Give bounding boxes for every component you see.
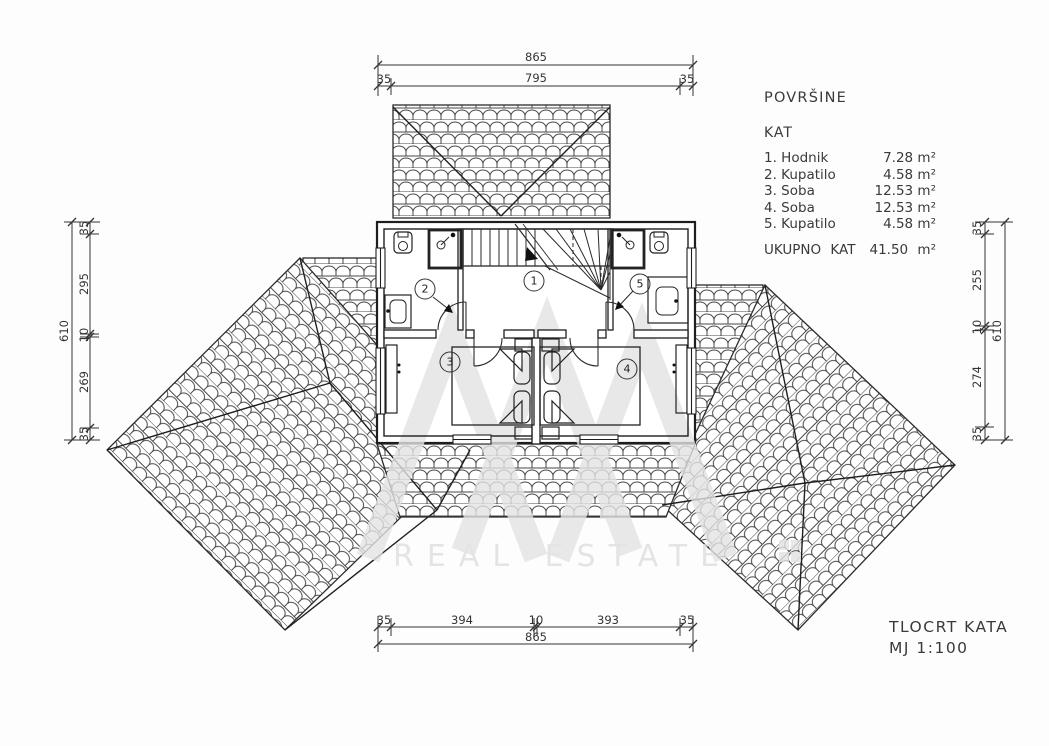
dim-right-seg-4: 274: [970, 366, 984, 388]
dim-left-seg-4: 269: [77, 371, 91, 393]
room-area: 12.53 m²: [874, 199, 936, 216]
dim-left-seg-3: 10: [77, 327, 91, 343]
dim-bottom-seg-4: 393: [597, 613, 619, 627]
dim-right-seg-5: 35: [970, 426, 984, 442]
legend-total-row: [764, 242, 936, 259]
areas-legend: [764, 90, 936, 258]
dim-bottom-seg-2: 394: [451, 613, 473, 627]
legend-row: [764, 167, 936, 184]
room-tag-kupatilo-2: 2: [415, 279, 436, 300]
total-area: 41.50 m²: [869, 241, 936, 258]
dim-bottom-seg-3: 10: [528, 613, 544, 627]
dim-left-seg-1: 35: [77, 220, 91, 236]
room-area: 4.58 m²: [883, 216, 936, 232]
title-block: [889, 618, 1008, 657]
dim-top-total: 865: [525, 50, 547, 64]
legend-floor-label: KAT: [764, 125, 793, 141]
dim-left-seg-5: 35: [77, 426, 91, 442]
dim-top-seg-1: 35: [376, 72, 392, 86]
room-name: 4. Soba: [764, 199, 815, 216]
dim-bottom-total: 865: [525, 630, 547, 644]
dim-bottom-seg-5: 35: [679, 613, 695, 627]
room-tag-soba-4: 4: [617, 359, 638, 380]
room-name: 3. Soba: [764, 183, 815, 199]
watermark-text: REAL ESTATE: [393, 539, 733, 574]
room-name: 5. Kupatilo: [764, 216, 836, 232]
legend-row: [764, 183, 936, 200]
legend-row: [764, 200, 936, 217]
dim-bottom-seg-1: 35: [376, 613, 392, 627]
dim-top-seg-3: 35: [679, 72, 695, 86]
room-tag-kupatilo-5: 5: [630, 274, 651, 295]
dim-left-seg-2: 295: [77, 273, 91, 295]
room-area: 4.58 m²: [883, 166, 936, 183]
drawing-scale: MJ 1:100: [889, 639, 969, 657]
dim-right-seg-1: 35: [970, 220, 984, 236]
drawing-title: TLOCRT KATA: [889, 618, 1009, 636]
dim-right-seg-2: 255: [970, 269, 984, 291]
room-name: 1. Hodnik: [764, 150, 829, 166]
room-area: 12.53 m²: [874, 183, 936, 199]
total-label: UKUPNO KAT: [764, 241, 856, 258]
legend-rows: [764, 150, 936, 233]
room-tag-hodnik: 1: [524, 271, 545, 292]
legend-row: [764, 150, 936, 167]
dim-left-total: 610: [57, 320, 71, 342]
dim-right-total: 610: [990, 320, 1004, 342]
legend-row: [764, 216, 936, 233]
dim-right-seg-3: 10: [970, 319, 984, 335]
dim-top-seg-2: 795: [525, 71, 547, 85]
room-tag-soba-3: 3: [440, 352, 461, 373]
legend-heading: POVRŠINE: [764, 90, 847, 106]
room-area: 7.28 m²: [883, 150, 936, 166]
room-name: 2. Kupatilo: [764, 166, 836, 183]
